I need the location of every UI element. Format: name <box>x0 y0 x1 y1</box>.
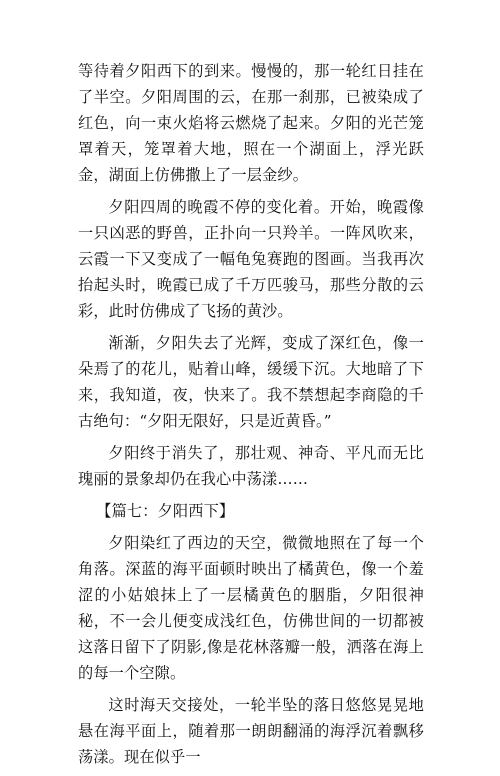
paragraph-6: 这时海天交接处，一轮半坠的落日悠悠晃晃地悬在海平面上，随着那一朗朗翻涌的海浮沉着飘移荡漾。现在似乎一 <box>78 696 424 766</box>
paragraph-3: 渐渐，夕阳失去了光辉，变成了深红色，像一朵焉了的花儿，贴着山峰，缓缓下沉。大地暗了下来，我知道，夜，快来了。我不禁想起李商隐的千古绝句：“夕阳无限好，只是近黄昏。” <box>78 334 424 430</box>
paragraph-2: 夕阳四周的晚霞不停的变化着。开始，晚霞像一只凶恶的野兽，正扑向一只羚羊。一阵风吹来，云霞一下又变成了一幅龟兔赛跑的图画。当我再次抬起头时，晚霞已成了千万匹骏马，那些分散的云彩，此时仿佛成了飞扬的黄沙。 <box>78 198 424 320</box>
paragraph-5: 夕阳染红了西边的天空，微微地照在了每一个角落。深蓝的海平面顿时映出了橘黄色，像一个羞涩的小姑娘抹上了一层橘黄色的胭脂，夕阳很神秘，不一会儿便变成浅红色，仿佛世间的一切都被这落日留下了阴影,像是花林落瓣一般，洒落在海上的每一个空隙。 <box>78 534 424 682</box>
document-page <box>78 58 424 776</box>
paragraph-4: 夕阳终于消失了，那壮观、神奇、平凡而无比瑰丽的景象却仍在我心中荡漾…… <box>78 444 424 488</box>
paragraph-1: 等待着夕阳西下的到来。慢慢的，那一轮红日挂在了半空。夕阳周围的云，在那一刹那，已被染成了红色，向一束火焰将云燃烧了起来。夕阳的光芒笼罩着天，笼罩着大地，照在一个湖面上，浮光跃金，湖面上仿佛撒上了一层金纱。 <box>78 62 424 184</box>
section-heading: 【篇七：夕阳西下】 <box>96 502 235 520</box>
